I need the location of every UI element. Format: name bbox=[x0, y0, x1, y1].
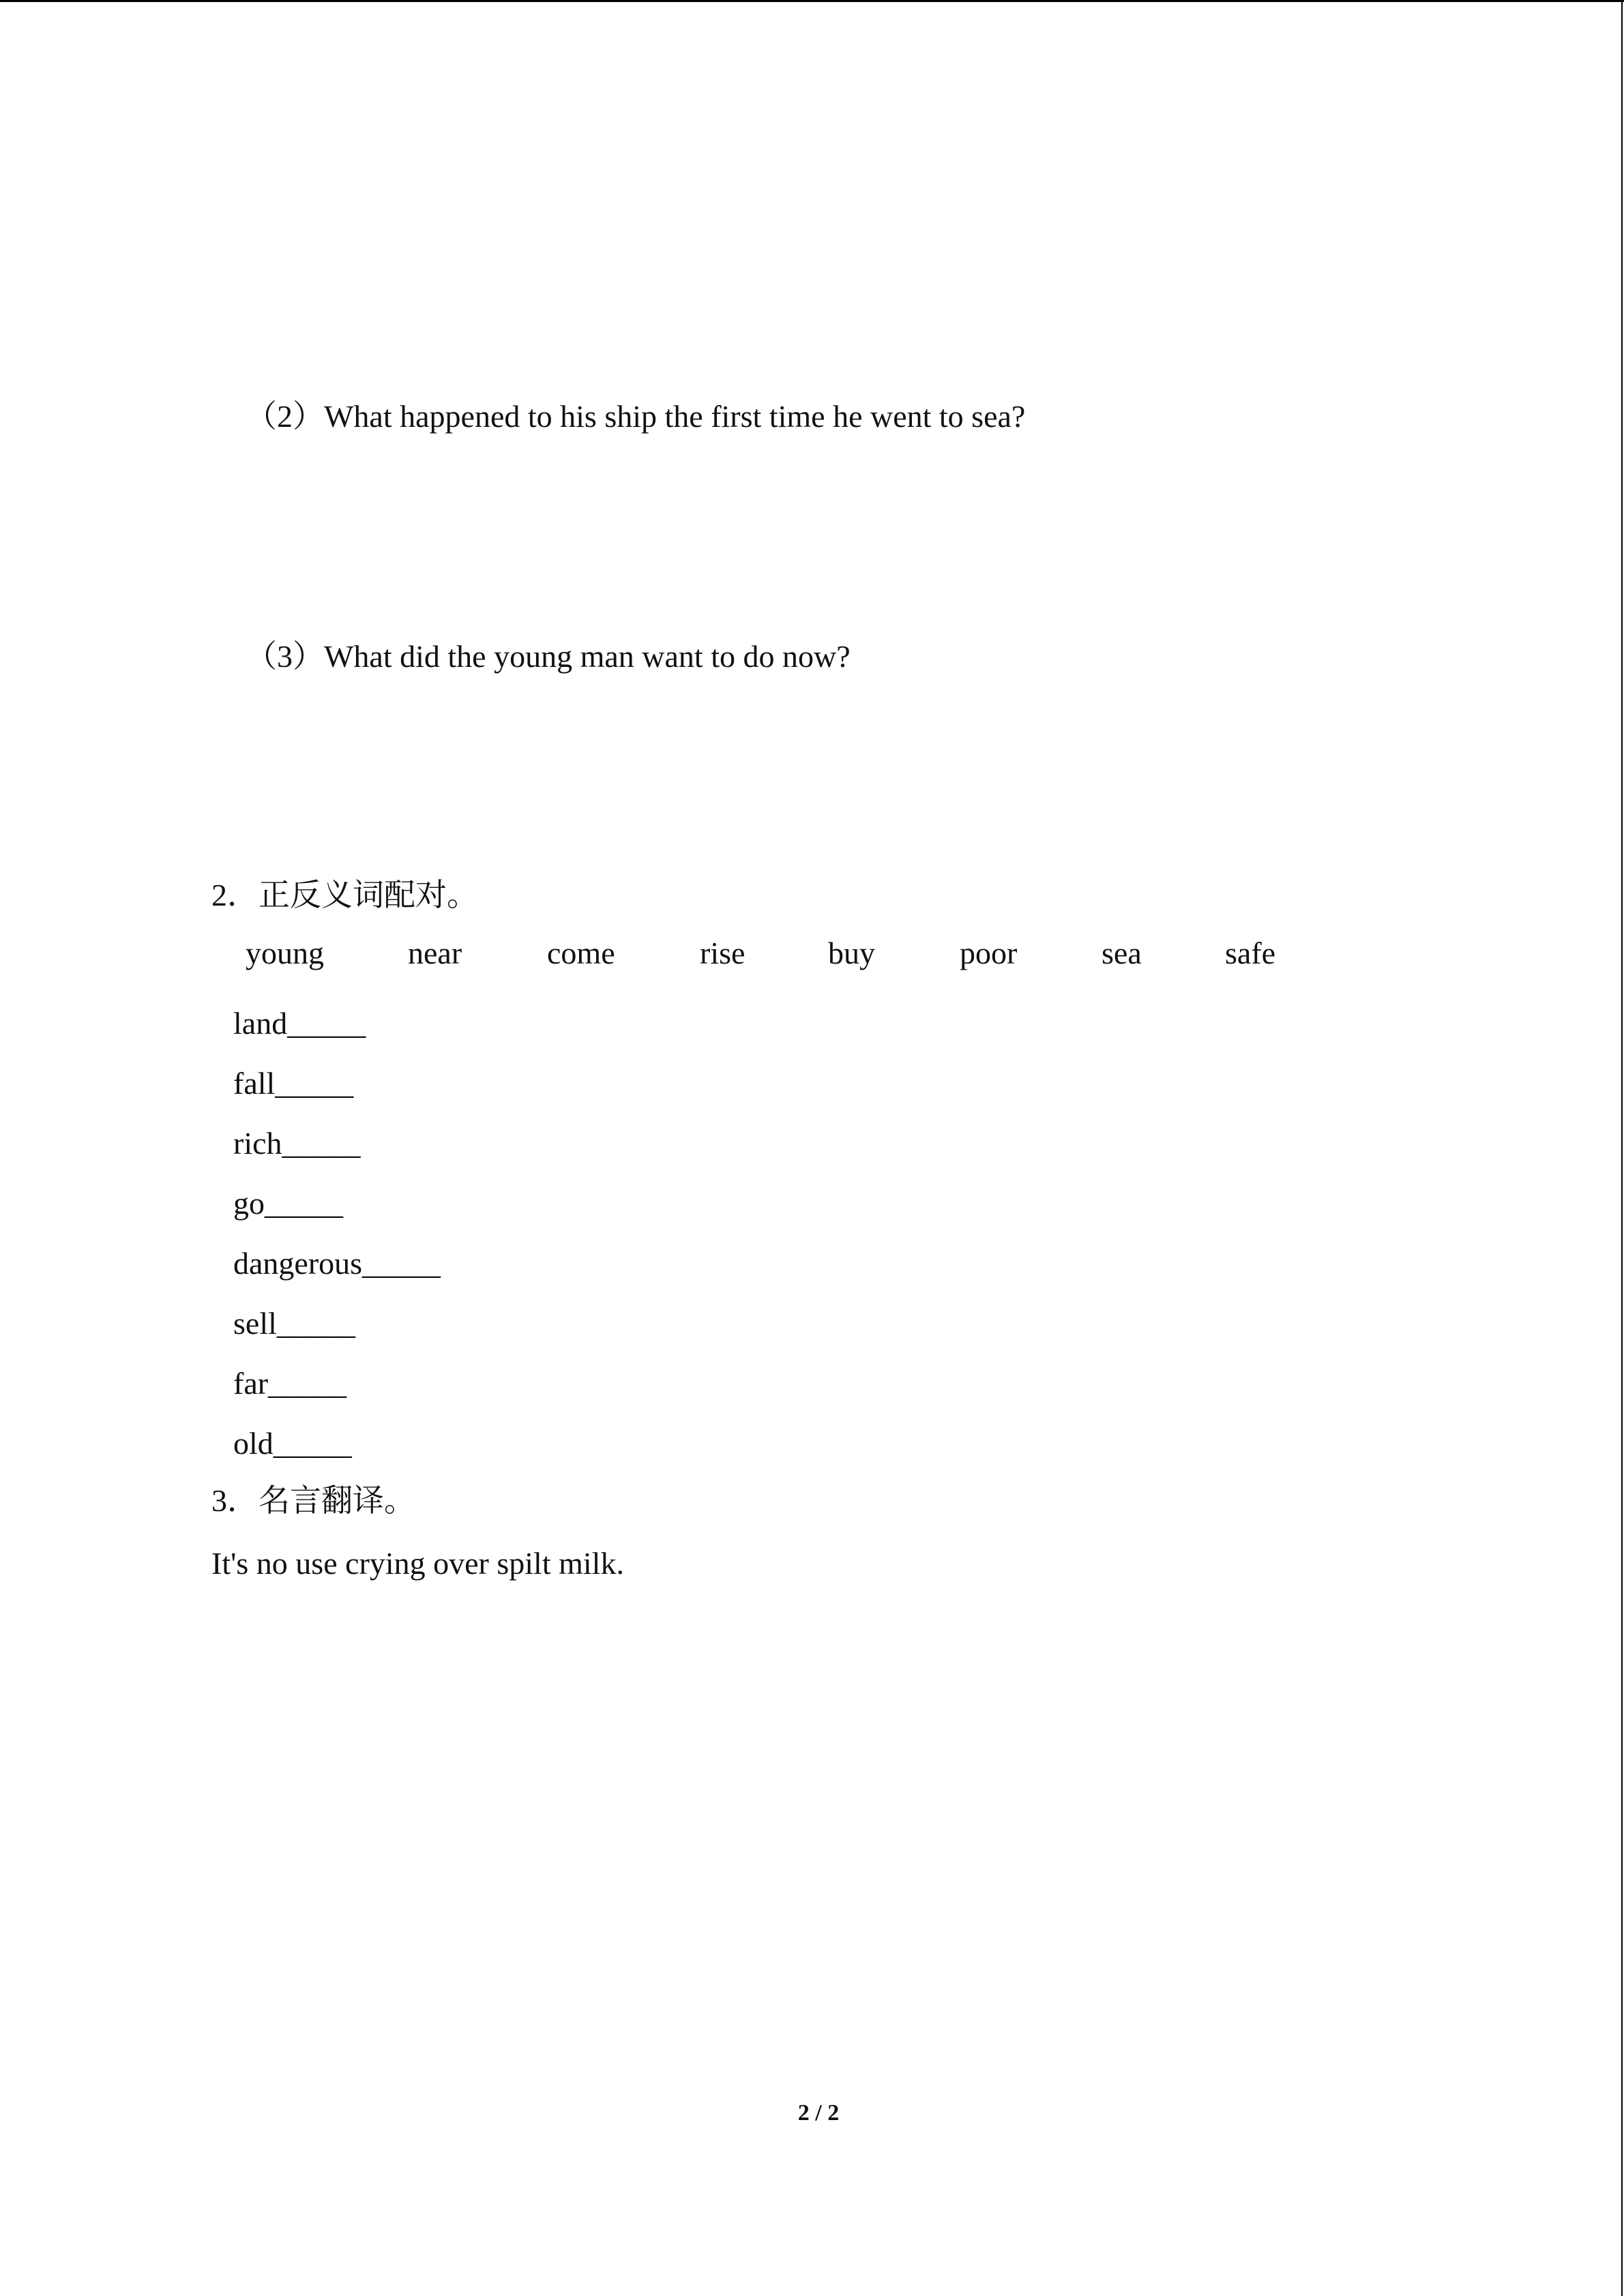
match-item: sell_____ bbox=[233, 1306, 355, 1341]
question-2: （2）What happened to his ship the first time he went to sea? bbox=[246, 399, 1026, 434]
question-3: （3）What did the young man want to do now? bbox=[246, 639, 851, 674]
word-bank-item: buy bbox=[828, 936, 875, 970]
page-right-border bbox=[1621, 0, 1623, 2296]
word-bank bbox=[0, 938, 1624, 979]
match-item: land_____ bbox=[233, 1006, 366, 1041]
word-bank-item: young bbox=[246, 936, 324, 970]
match-item: far_____ bbox=[233, 1366, 347, 1401]
word-bank-item: poor bbox=[960, 936, 1018, 970]
page-top-border bbox=[0, 0, 1624, 2]
match-item: fall_____ bbox=[233, 1066, 354, 1101]
proverb-text: It's no use crying over spilt milk. bbox=[211, 1546, 624, 1581]
section-2-title: 2．正反义词配对。 bbox=[211, 878, 478, 912]
word-bank-item: come bbox=[547, 936, 615, 970]
match-item: go_____ bbox=[233, 1186, 343, 1221]
match-item: rich_____ bbox=[233, 1126, 361, 1161]
word-bank-item: rise bbox=[700, 936, 745, 970]
section-3-title: 3．名言翻译。 bbox=[211, 1483, 415, 1518]
page-number: 2 / 2 bbox=[797, 2100, 840, 2126]
match-item: dangerous_____ bbox=[233, 1246, 441, 1281]
word-bank-item: near bbox=[408, 936, 462, 970]
match-item: old_____ bbox=[233, 1426, 352, 1461]
word-bank-item: sea bbox=[1102, 936, 1142, 970]
word-bank-item: safe bbox=[1225, 936, 1276, 970]
